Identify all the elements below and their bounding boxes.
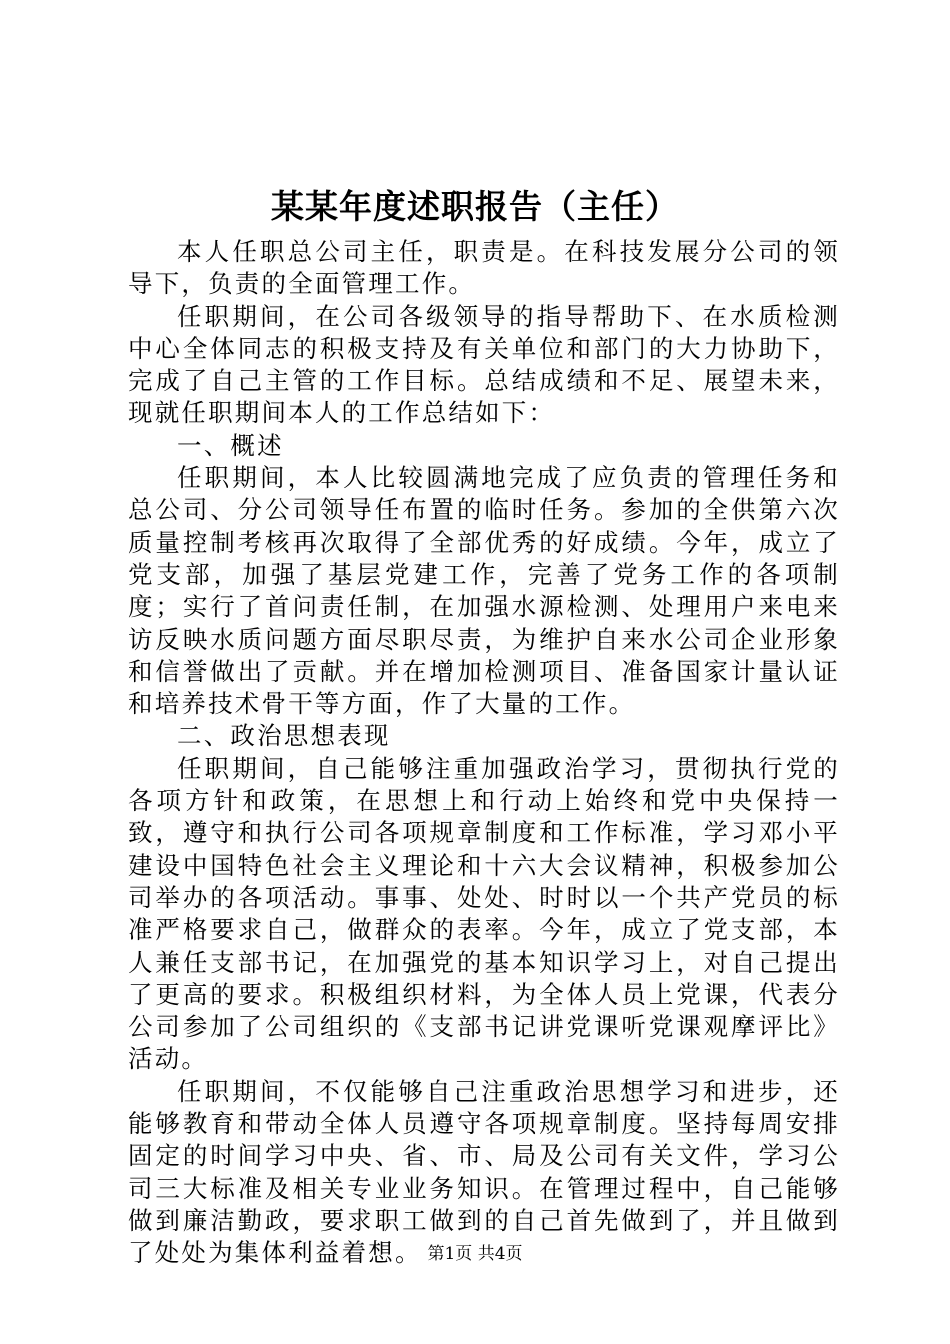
document-title: 某某年度述职报告（主任） [271, 187, 679, 226]
section-heading-political: 二、政治思想表现 [177, 721, 391, 751]
document-body [128, 236, 840, 1270]
paragraph-summary: 任职期间，在公司各级领导的指导帮助下、在水质检测中心全体同志的积极支持及有关单位和部门的大力协助下，完成了自己主管的工作目标。总结成绩和不足、展望未来，现就任职期间本人的工作总结如下： [128, 301, 840, 428]
paragraph-overview: 任职期间，本人比较圆满地完成了应负责的管理任务和总公司、分公司领导任布置的临时任务。参加的全供第六次质量控制考核再次取得了全部优秀的好成绩。今年，成立了党支部，加强了基层党建工作，完善了党务工作的各项制度；实行了首问责任制，在加强水源检测、处理用户来电来访反映水质问题方面尽职尽责，为维护自来水公司企业形象和信誉做出了贡献。并在增加检测项目、准备国家计量认证和培养技术骨干等方面，作了大量的工作。 [128, 463, 840, 719]
paragraph-political-1: 任职期间，自己能够注重加强政治学习，贯彻执行党的各项方针和政策，在思想上和行动上始终和党中央保持一致，遵守和执行公司各项规章制度和工作标准，学习邓小平建设中国特色社会主义理论和十六大会议精神，积极参加公司举办的各项活动。事事、处处、时时以一个共产党员的标准严格要求自己，做群众的表率。今年，成立了党支部，本人兼任支部书记，在加强党的基本知识学习上，对自己提出了更高的要求。积极组织材料，为全体人员上党课，代表分公司参加了公司组织的《支部书记讲党课听党课观摩评比》活动。 [128, 753, 840, 1074]
page-number-footer: 第1页 共4页 [427, 1244, 523, 1264]
paragraph-political-2: 任职期间，不仅能够自己注重政治思想学习和进步，还能够教育和带动全体人员遵守各项规章制度。坚持每周安排固定的时间学习中央、省、市、局及公司有关文件，学习公司三大标准及相关专业业务知识。在管理过程中，自己能够做到廉洁勤政，要求职工做到的自己首先做到了，并且做到了处处为集体利益着想。 [128, 1076, 840, 1268]
section-heading-overview: 一、概述 [177, 430, 284, 460]
paragraph-intro: 本人任职总公司主任，职责是。在科技发展分公司的领导下，负责的全面管理工作。 [128, 237, 840, 299]
